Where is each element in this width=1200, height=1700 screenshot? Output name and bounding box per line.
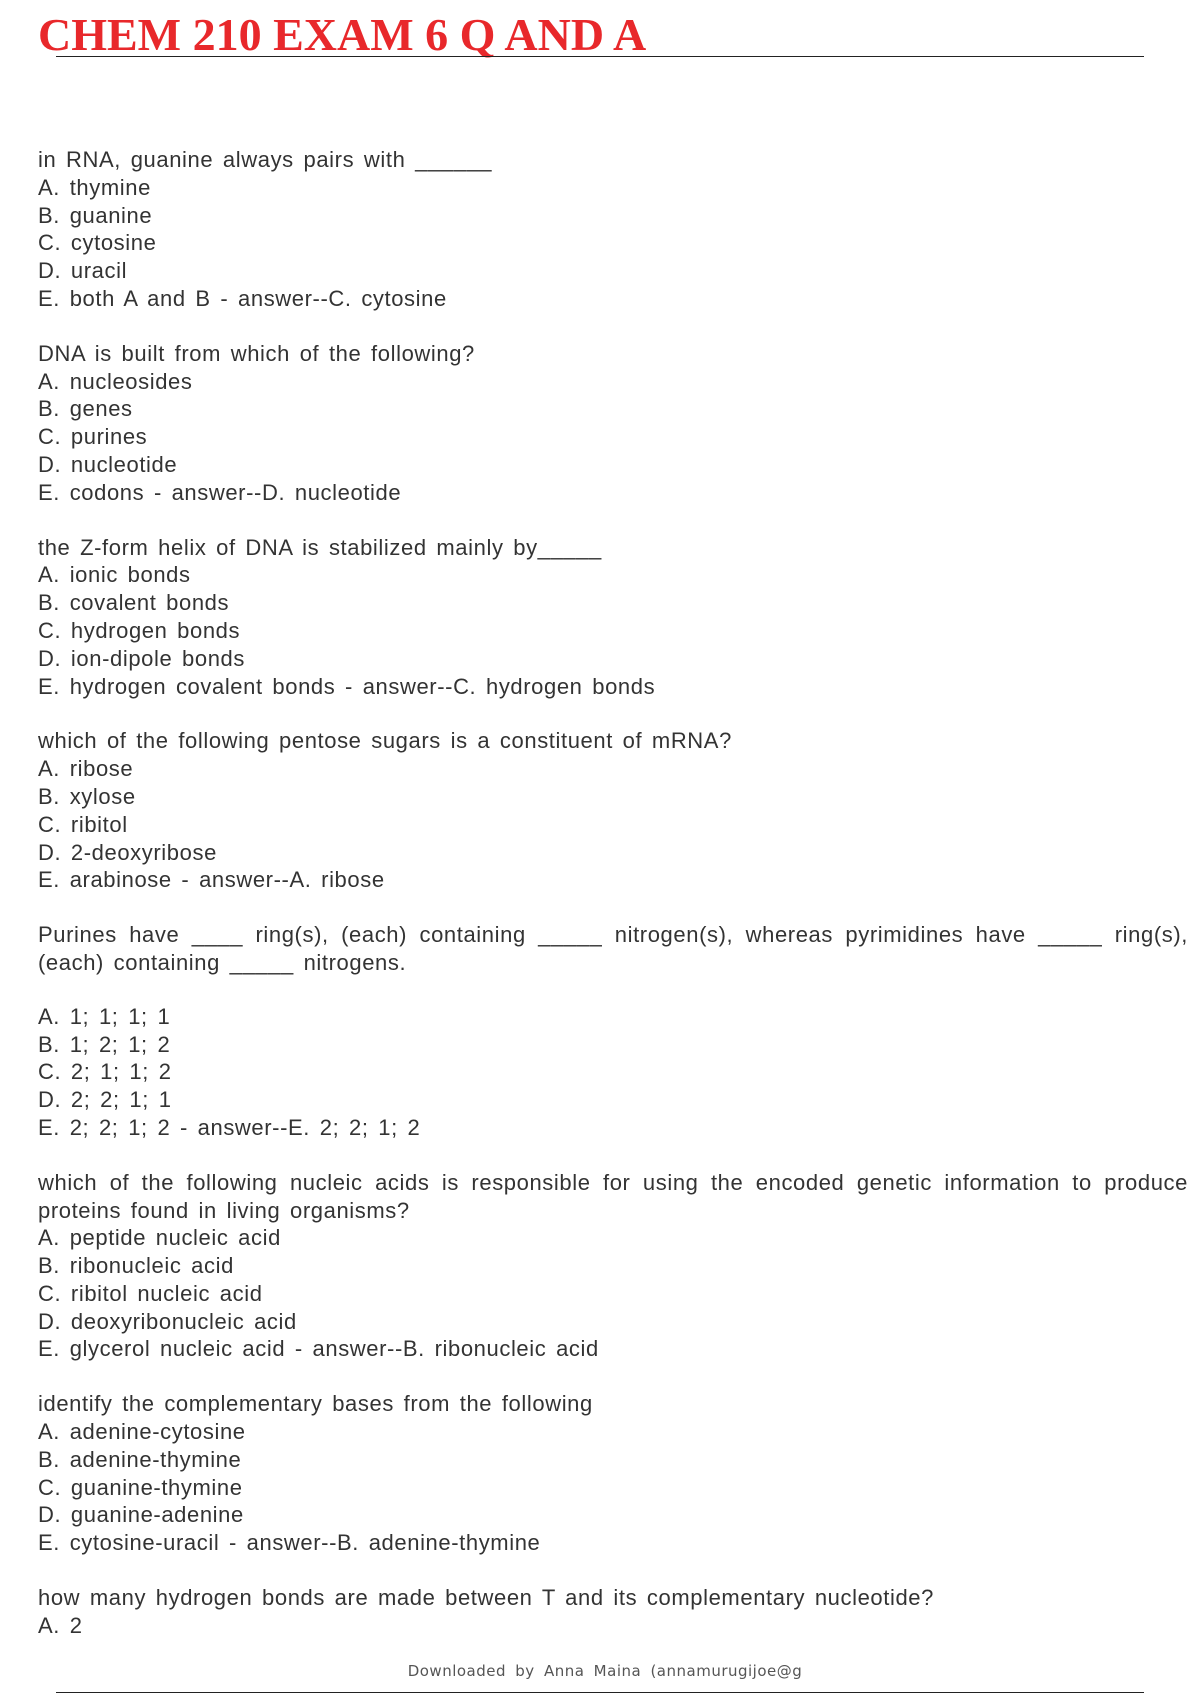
option-d: D. 2-deoxyribose xyxy=(38,839,217,865)
option-b: B. adenine-thymine xyxy=(38,1446,242,1472)
option-a: A. peptide nucleic acid xyxy=(38,1225,281,1251)
footer-rule xyxy=(56,1692,1144,1693)
option-e-answer: E. arabinose - answer--A. ribose xyxy=(38,867,385,893)
option-a: A. adenine-cytosine xyxy=(38,1419,246,1445)
option-c: C. guanine-thymine xyxy=(38,1474,243,1500)
question-stem: which of the following pentose sugars is a constituent of mRNA? xyxy=(38,728,732,754)
option-e-answer: E. hydrogen covalent bonds - answer--C. hydrogen bonds xyxy=(38,673,656,699)
question-block xyxy=(38,146,1188,313)
option-b: B. ribonucleic acid xyxy=(38,1253,234,1279)
option-c: C. ribitol xyxy=(38,811,128,837)
option-e-answer: E. cytosine-uracil - answer--B. adenine-thymine xyxy=(38,1530,541,1556)
option-b: B. guanine xyxy=(38,202,153,228)
question-block xyxy=(38,921,1188,1142)
option-d: D. deoxyribonucleic acid xyxy=(38,1308,297,1334)
option-b: B. genes xyxy=(38,396,133,422)
option-d: D. nucleotide xyxy=(38,451,178,477)
question-block xyxy=(38,1169,1188,1364)
option-d: D. 2; 2; 1; 1 xyxy=(38,1087,172,1113)
option-b: B. covalent bonds xyxy=(38,590,230,616)
option-c: C. cytosine xyxy=(38,230,157,256)
question-stem: which of the following nucleic acids is responsible for using the encoded genetic information to produce proteins found in living organisms? xyxy=(38,1169,1188,1223)
question-stem: Purines have ____ ring(s), (each) containing _____ nitrogen(s), whereas pyrimidines have _____ ring(s), (each) containing _____ nitrogens. xyxy=(38,922,1188,975)
option-a: A. ionic bonds xyxy=(38,562,191,588)
option-e-answer: E. codons - answer--D. nucleotide xyxy=(38,479,402,505)
title-underline xyxy=(56,56,1144,57)
question-stem: in RNA, guanine always pairs with ______ xyxy=(38,147,493,172)
option-e-answer: E. glycerol nucleic acid - answer--B. ribonucleic acid xyxy=(38,1336,599,1362)
question-block xyxy=(38,534,1188,701)
option-a: A. 2 xyxy=(38,1612,83,1638)
option-a: A. thymine xyxy=(38,174,151,200)
option-a: A. ribose xyxy=(38,756,134,782)
option-d: D. ion-dipole bonds xyxy=(38,645,245,671)
question-list xyxy=(38,146,1188,1667)
document-title: CHEM 210 EXAM 6 Q AND A xyxy=(38,9,647,60)
option-e-answer: E. 2; 2; 1; 2 - answer--E. 2; 2; 1; 2 xyxy=(38,1114,421,1140)
question-block xyxy=(38,340,1188,507)
download-footer: Downloaded by Anna Maina (annamurugijoe@g xyxy=(407,1662,803,1680)
question-stem: how many hydrogen bonds are made between T and its complementary nucleotide? xyxy=(38,1585,934,1611)
question-block xyxy=(38,1584,1188,1640)
question-stem: the Z-form helix of DNA is stabilized mainly by_____ xyxy=(38,534,602,560)
option-a: A. nucleosides xyxy=(38,368,193,394)
option-e-answer: E. both A and B - answer--C. cytosine xyxy=(38,285,447,311)
question-block xyxy=(38,727,1188,894)
option-b: B. 1; 2; 1; 2 xyxy=(38,1031,171,1057)
option-c: C. purines xyxy=(38,424,148,450)
option-d: D. guanine-adenine xyxy=(38,1502,244,1528)
question-stem: identify the complementary bases from the following xyxy=(38,1391,593,1417)
option-b: B. xylose xyxy=(38,783,136,809)
option-c: C. 2; 1; 1; 2 xyxy=(38,1059,172,1085)
option-c: C. hydrogen bonds xyxy=(38,617,241,643)
option-c: C. ribitol nucleic acid xyxy=(38,1280,263,1306)
question-stem: DNA is built from which of the following? xyxy=(38,340,475,366)
option-a: A. 1; 1; 1; 1 xyxy=(38,1003,171,1029)
question-block xyxy=(38,1390,1188,1557)
option-d: D. uracil xyxy=(38,258,128,284)
